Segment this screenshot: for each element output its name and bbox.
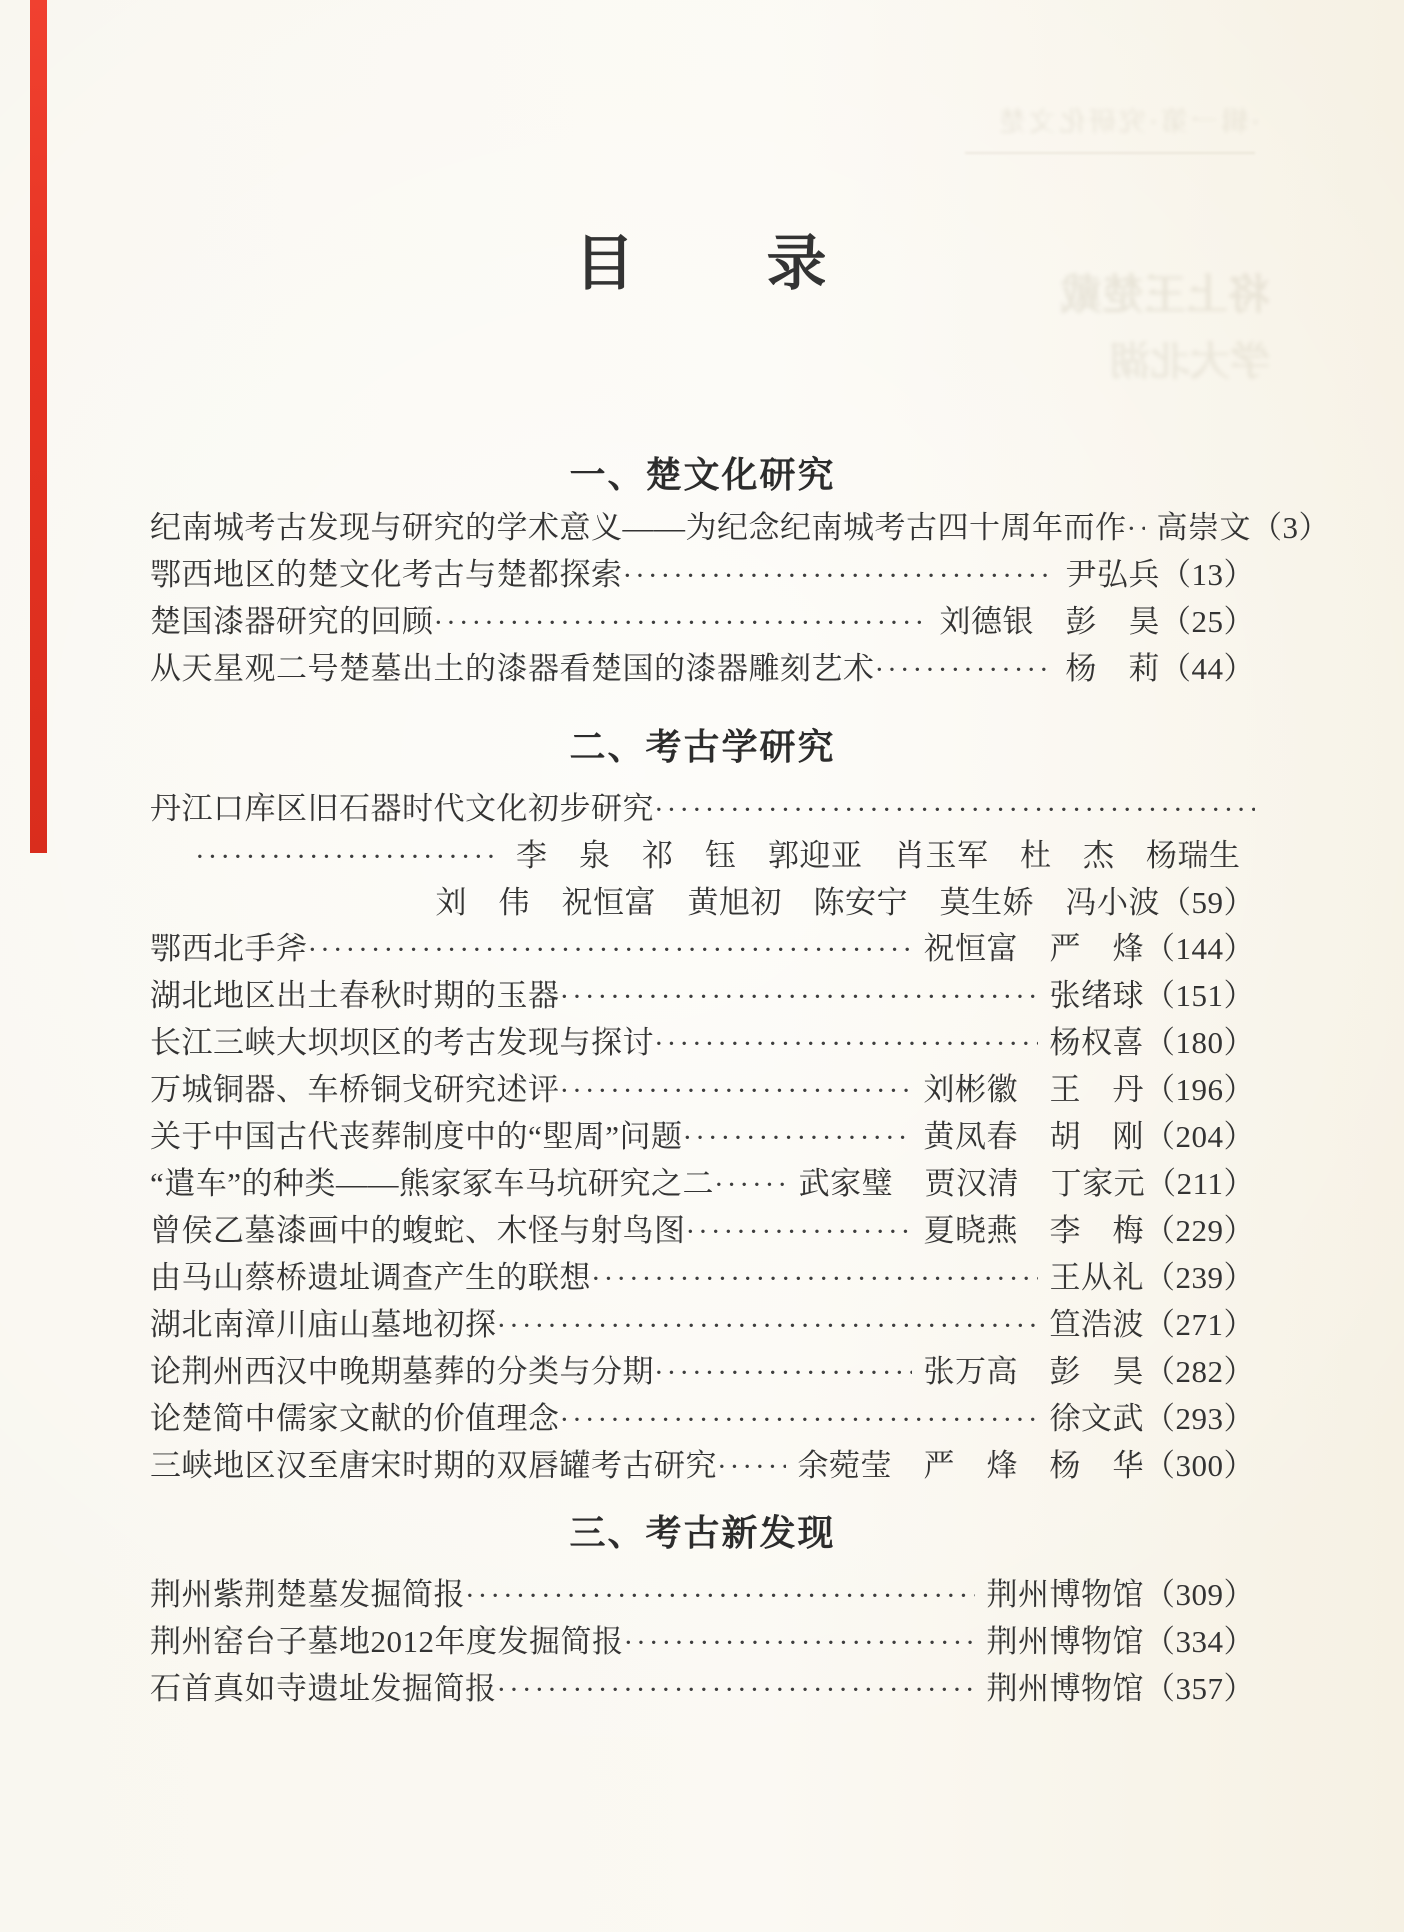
section-heading: 二、考古学研究 <box>569 726 836 767</box>
toc-entry <box>150 1255 1255 1302</box>
entry-authors: 尹弘兵 <box>1065 557 1160 592</box>
entry-page-number: （13） <box>1160 557 1255 592</box>
entry-authors: 张绪球 <box>1049 978 1144 1013</box>
entry-authors: 余菀莹 严 烽 杨 华 <box>797 1448 1144 1483</box>
toc-entry-authors-continuation <box>150 880 1255 926</box>
entry-page-number: （293） <box>1144 1401 1255 1436</box>
entry-title: 荆州窑台子墓地2012年度发掘简报 <box>150 1624 624 1659</box>
entry-authors: 徐文武 <box>1049 1401 1144 1436</box>
toc-entry-authors-continuation <box>150 833 1255 880</box>
dot-leader <box>560 973 1038 1020</box>
entry-title: 楚国漆器研究的回顾 <box>150 604 434 639</box>
entry-authors: 刘德银 彭 昊 <box>939 604 1160 639</box>
toc-entry <box>150 1619 1255 1666</box>
toc-entry <box>150 1161 1255 1208</box>
toc-entry <box>150 646 1255 693</box>
toc-entry <box>150 1443 1255 1490</box>
entry-page-number: （357） <box>1144 1671 1255 1706</box>
dot-leader <box>686 1208 912 1255</box>
section-heading: 一、楚文化研究 <box>569 454 836 495</box>
entry-page-number: （309） <box>1144 1577 1255 1612</box>
toc-entry <box>150 552 1255 599</box>
bleed-through-rule <box>965 152 1255 154</box>
entry-authors-page <box>1054 552 1256 598</box>
toc-entry <box>150 1349 1255 1396</box>
entry-title: 鄂西地区的楚文化考古与楚都探索 <box>150 557 623 592</box>
entry-page-number: （239） <box>1144 1260 1255 1295</box>
toc-entry <box>150 1302 1255 1349</box>
page-title: 目 录 <box>574 231 831 297</box>
entry-authors: 荆州博物馆 <box>986 1577 1144 1612</box>
dot-leader <box>560 1067 912 1114</box>
entry-authors: 杨权喜 <box>1049 1025 1144 1060</box>
entry-page-number: （144） <box>1144 931 1255 966</box>
entry-authors: 武家璧 贾汉清 丁家元 <box>798 1166 1146 1201</box>
bleed-through-line1: 将上王楚戴 <box>1059 273 1270 319</box>
entry-page-number: （271） <box>1144 1307 1255 1342</box>
entry-authors-page <box>1038 973 1256 1019</box>
entry-authors-page <box>1054 646 1256 692</box>
entry-authors-page <box>975 1619 1256 1665</box>
dot-leader <box>497 1666 975 1713</box>
entry-authors-page <box>912 1349 1256 1395</box>
section-new-discoveries <box>150 1508 1255 1713</box>
dot-leader <box>875 646 1054 693</box>
entry-title: 石首真如寺遗址发掘简报 <box>150 1671 497 1706</box>
toc-entry <box>150 1396 1255 1443</box>
entry-page-number: （282） <box>1144 1354 1255 1389</box>
entry-title: 从天星观二号楚墓出土的漆器看楚国的漆器雕刻艺术 <box>150 651 875 686</box>
entry-authors-page <box>1038 1020 1256 1066</box>
toc-entry <box>150 1114 1255 1161</box>
entry-page-number: （211） <box>1145 1166 1255 1201</box>
entry-page-number: （3） <box>1251 510 1330 545</box>
dot-leader <box>465 1572 975 1619</box>
entry-authors-page <box>975 1572 1256 1618</box>
toc-entry <box>150 926 1255 973</box>
entry-authors: 刘 伟 祝恒富 黄旭初 陈安宁 莫生娇 冯小波 <box>435 885 1160 920</box>
entry-authors-page <box>787 1161 1255 1207</box>
entry-authors: 王从礼 <box>1049 1260 1144 1295</box>
entry-authors-page <box>1038 1302 1256 1348</box>
entry-title: 湖北地区出土春秋时期的玉器 <box>150 978 560 1013</box>
toc-entry <box>150 1208 1255 1255</box>
section-chu-culture-research <box>150 450 1330 693</box>
dot-leader <box>624 1619 975 1666</box>
entry-authors-page <box>912 1114 1256 1160</box>
dot-leader <box>623 552 1054 599</box>
dot-leader <box>717 1443 786 1490</box>
entry-authors: 刘彬徽 王 丹 <box>923 1072 1144 1107</box>
entry-authors-page <box>1038 1255 1256 1301</box>
section-heading: 三、考古新发现 <box>569 1512 836 1553</box>
entry-title: 荆州紫荆楚墓发掘简报 <box>150 1577 465 1612</box>
toc-entry <box>150 1067 1255 1114</box>
entry-authors: 黄凤春 胡 刚 <box>923 1119 1144 1154</box>
entry-page-number: （151） <box>1144 978 1255 1013</box>
entry-authors-page <box>1038 1396 1256 1442</box>
entry-page-number: （229） <box>1144 1213 1255 1248</box>
entry-title: 三峡地区汉至唐宋时期的双唇罐考古研究 <box>150 1448 717 1483</box>
toc-entry <box>150 973 1255 1020</box>
entry-title: 纪南城考古发现与研究的学术意义——为纪念纪南城考古四十周年而作 <box>150 510 1127 545</box>
entry-authors: 荆州博物馆 <box>986 1671 1144 1706</box>
dot-leader <box>308 926 912 973</box>
entry-authors-page <box>1145 505 1331 551</box>
entry-authors-page <box>912 1208 1256 1254</box>
entry-page-number: （44） <box>1160 651 1255 686</box>
section-entries <box>150 505 1330 693</box>
toc-entry <box>150 1572 1255 1619</box>
entry-authors: 杨 莉 <box>1065 651 1160 686</box>
entry-page-number: （59） <box>1160 885 1255 920</box>
section-entries <box>150 786 1255 1490</box>
dot-leader <box>434 599 928 646</box>
entry-authors-page <box>912 926 1256 972</box>
entry-title: 湖北南漳川庙山墓地初探 <box>150 1307 497 1342</box>
entry-page-number: （204） <box>1144 1119 1255 1154</box>
entry-page-number: （25） <box>1160 604 1255 639</box>
entry-authors: 祝恒富 严 烽 <box>923 931 1144 966</box>
entry-authors: 笪浩波 <box>1049 1307 1144 1342</box>
entry-title: 由马山蔡桥遗址调查产生的联想 <box>150 1260 591 1295</box>
dot-leader <box>497 1302 1038 1349</box>
dot-leader <box>591 1255 1038 1302</box>
toc-entry <box>150 786 1255 833</box>
entry-authors-page <box>928 599 1256 645</box>
entry-title: 曾侯乙墓漆画中的蝮蛇、木怪与射鸟图 <box>150 1213 686 1248</box>
entry-title: 关于中国古代丧葬制度中的“堲周”问题 <box>150 1119 683 1154</box>
entry-authors: 高崇文 <box>1156 510 1251 545</box>
entry-authors: 荆州博物馆 <box>986 1624 1144 1659</box>
entry-title: “遣车”的种类——熊家冢车马坑研究之二 <box>150 1166 715 1201</box>
entry-title: 丹江口库区旧石器时代文化初步研究 <box>150 791 654 826</box>
bleed-through-line2: 学大北湖 <box>1110 339 1270 384</box>
entry-page-number: （334） <box>1144 1624 1255 1659</box>
section-entries <box>150 1572 1255 1713</box>
entry-page-number: （300） <box>1144 1448 1255 1483</box>
dot-leader <box>654 786 1255 833</box>
toc-entry <box>150 1666 1255 1713</box>
entry-title: 鄂西北手斧 <box>150 931 308 966</box>
entry-title: 论荆州西汉中晚期墓葬的分类与分期 <box>150 1354 654 1389</box>
entry-title: 万城铜器、车桥铜戈研究述评 <box>150 1072 560 1107</box>
dot-leader <box>714 1161 787 1208</box>
entry-page-number: （180） <box>1144 1025 1255 1060</box>
entry-authors: 李 泉 祁 钰 郭迎亚 肖玉军 杜 杰 杨瑞生 <box>516 838 1241 873</box>
toc-page <box>150 225 1330 1713</box>
book-cover-red-edge <box>30 0 47 853</box>
entry-authors-page <box>786 1443 1256 1489</box>
entry-authors: 夏晓燕 李 梅 <box>923 1213 1144 1248</box>
dot-leader <box>1127 505 1145 552</box>
entry-title: 论楚简中儒家文献的价值理念 <box>150 1401 560 1436</box>
dot-leader <box>654 1349 912 1396</box>
section-archaeology-research <box>150 722 1255 1490</box>
dot-leader <box>560 1396 1038 1443</box>
toc-entry <box>150 505 1330 552</box>
entry-page-number: （196） <box>1144 1072 1255 1107</box>
bleed-through-header: ·辑一第·究研化文楚 <box>996 107 1260 137</box>
dot-leader <box>683 1114 912 1161</box>
entry-authors-page <box>424 880 1256 926</box>
toc-entry <box>150 1020 1255 1067</box>
dot-leader <box>195 833 500 880</box>
entry-authors-page <box>975 1666 1256 1712</box>
dot-leader <box>654 1020 1038 1067</box>
entry-authors: 张万高 彭 昊 <box>923 1354 1144 1389</box>
entry-title: 长江三峡大坝坝区的考古发现与探讨 <box>150 1025 654 1060</box>
entry-authors-page <box>912 1067 1256 1113</box>
toc-entry <box>150 599 1255 646</box>
